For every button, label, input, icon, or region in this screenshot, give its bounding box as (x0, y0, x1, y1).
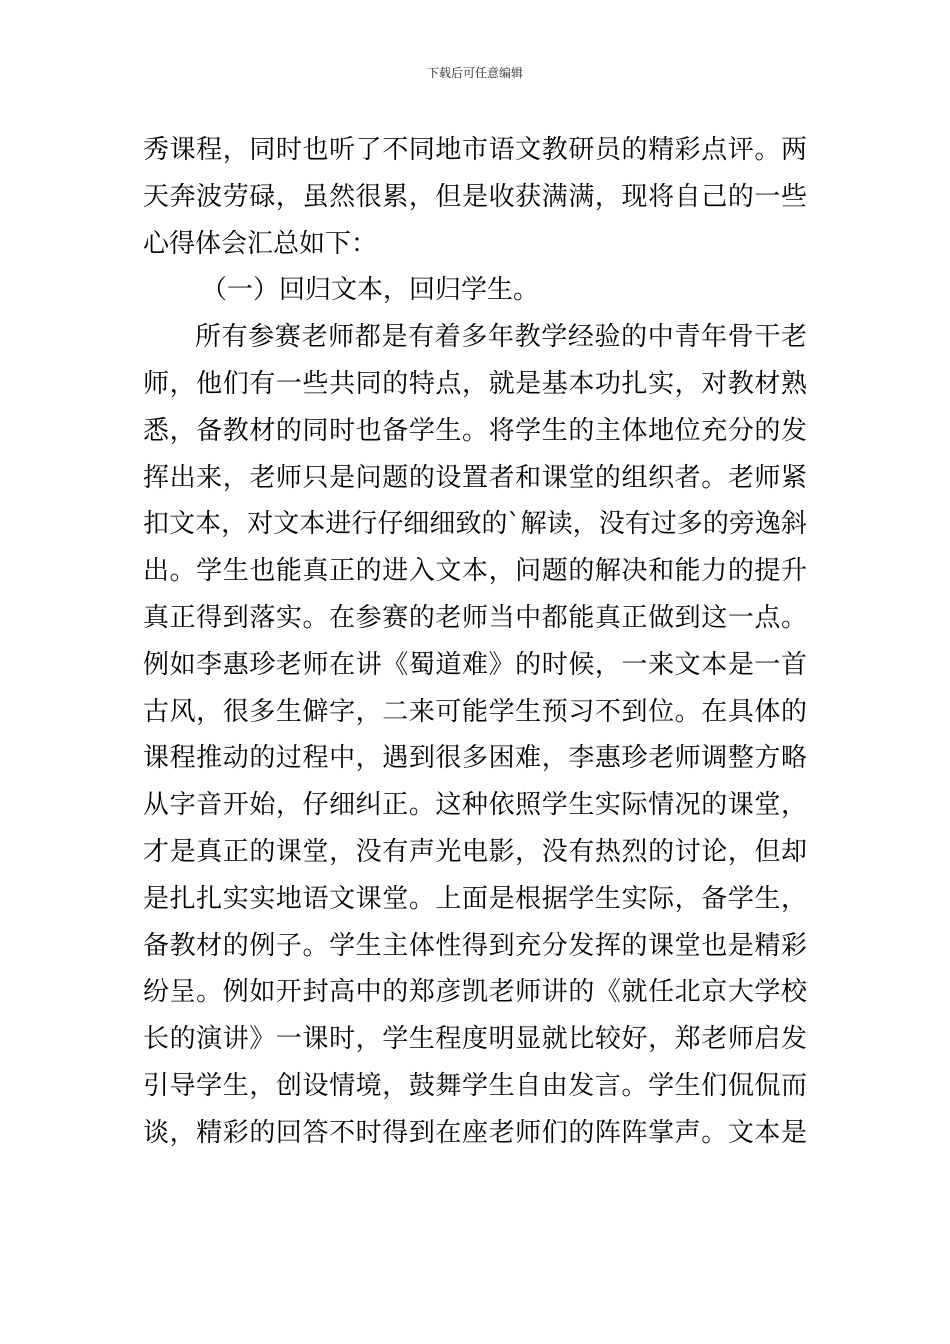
text-line-12: 例如李惠珍老师在讲《蜀道难》的时候，一来文本是一首 (143, 649, 807, 680)
text-line-8: 挥出来，老师只是问题的设置者和课堂的组织者。老师紧 (143, 462, 807, 493)
text-line-19: 纷呈。例如开封高中的郑彦凯老师讲的《就任北京大学校 (143, 977, 807, 1008)
text-line-7: 悉，备教材的同时也备学生。将学生的主体地位充分的发 (143, 415, 807, 446)
text-line-17: 是扎扎实实地语文课堂。上面是根据学生实际，备学生， (143, 883, 807, 914)
text-line-2: 天奔波劳碌，虽然很累，但是收获满满，现将自己的一些 (143, 181, 807, 212)
text-line-13: 古风，很多生僻字，二来可能学生预习不到位。在具体的 (143, 696, 807, 727)
text-line-15: 从字音开始，仔细纠正。这种依照学生实际情况的课堂， (143, 790, 807, 821)
text-line-3: 心得体会汇总如下： (143, 228, 378, 259)
section-heading: （一）回归文本，回归学生。 (201, 275, 540, 306)
text-line-9: 扣文本，对文本进行仔细细致的`解读，没有过多的旁逸斜 (143, 509, 807, 540)
text-line-22: 谈，精彩的回答不时得到在座老师们的阵阵掌声。文本是 (143, 1117, 807, 1148)
text-line-14: 课程推动的过程中，遇到很多困难，李惠珍老师调整方略 (143, 743, 807, 774)
text-line-20: 长的演讲》一课时，学生程度明显就比较好，郑老师启发 (143, 1024, 807, 1055)
text-line-16: 才是真正的课堂，没有声光电影，没有热烈的讨论，但却 (143, 836, 807, 867)
text-line-10: 出。学生也能真正的进入文本，问题的解决和能力的提升 (143, 556, 807, 587)
text-line-18: 备教材的例子。学生主体性得到充分发挥的课堂也是精彩 (143, 930, 807, 961)
header-note: 下载后可任意编辑 (426, 66, 523, 80)
text-line-11: 真正得到落实。在参赛的老师当中都能真正做到这一点。 (143, 602, 807, 633)
text-line-5: 所有参赛老师都是有着多年教学经验的中青年骨干老 (195, 322, 807, 353)
text-line-6: 师，他们有一些共同的特点，就是基本功扎实，对教材熟 (143, 368, 807, 399)
body-text (143, 127, 807, 1157)
text-line-1: 秀课程，同时也听了不同地市语文教研员的精彩点评。两 (143, 135, 807, 165)
text-line-21: 引导学生，创设情境，鼓舞学生自由发言。学生们侃侃而 (143, 1070, 807, 1101)
